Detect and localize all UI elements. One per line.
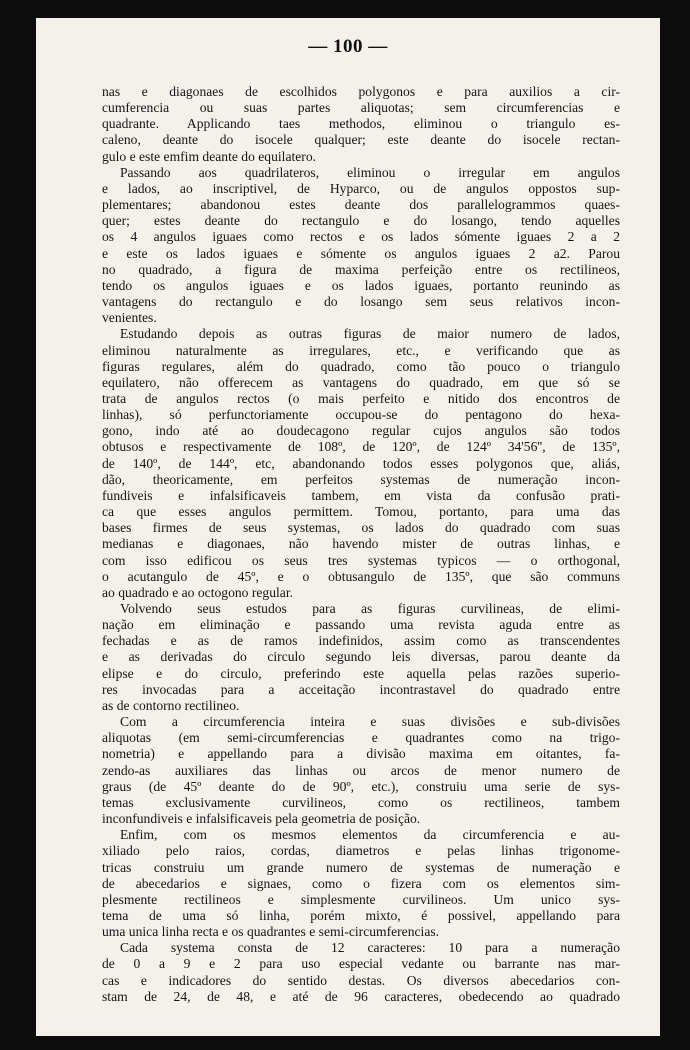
text-line: zendo-as auxiliares das linhas ou arcos de menor numero de	[102, 762, 620, 778]
text-line: e lados, ao inscriptivel, de Hyparco, ou de angulos oppostos sup-	[102, 180, 620, 196]
text-line: linhas), só perfunctoriamente occupou-se do pentagono do hexa-	[102, 407, 620, 423]
text-line: nas e diagonaes de escolhidos polygonos e para auxilios a cir-	[102, 84, 620, 99]
text-line: inconfundiveis e infalsificaveis pela geometria de posição.	[102, 811, 421, 827]
text-line: Com a circumferencia inteira e suas divisões e sub-divisões	[120, 714, 620, 730]
text-line: equilatero, não offerecem as vantagens do quadrado, em que só se	[102, 374, 620, 390]
text-line: xiliado pelo raios, cordas, diametros e pelas linhas trigonome-	[102, 843, 620, 859]
text-line: bases firmes de seus systemas, os lados do quadrado com suas	[102, 520, 620, 536]
page-number: — 100 —	[308, 36, 388, 57]
text-line: stam de 24, de 48, e até de 96 caracteres, obedecendo ao quadrado	[102, 988, 620, 1004]
text-line: ca que esses angulos permittem. Tomou, portanto, para uma das	[102, 504, 620, 520]
text-line: tricas construiu um grande numero de systemas de numeração e	[102, 859, 620, 875]
text-line: cas e indicadores do sentido destas. Os diversos abecedarios con-	[102, 972, 620, 988]
text-line: temas exclusivamente curvilineos, como os rectilineos, tambem	[102, 794, 620, 810]
text-line: nação em eliminação e passando uma revista aguda entre as	[102, 617, 620, 633]
text-line: trata de angulos rectos (o mais perfeito e nitido dos encontros de	[102, 390, 620, 406]
text-line: Enfim, com os mesmos elementos da circumferencia e au-	[120, 827, 620, 843]
text-line: Cada systema consta de 12 caracteres: 10 para a numeração	[120, 940, 620, 956]
text-line: Volvendo seus estudos para as figuras curvilineas, de elimi-	[120, 601, 620, 616]
text-line: tendo os angulos iguaes e os lados iguaes, portanto reunindo as	[102, 277, 620, 293]
text-line: fechadas e as de ramos indefinidos, assim como as transcendentes	[102, 633, 620, 649]
text-line: medianas e diagonaes, não havendo mister de outras linhas, e	[102, 536, 620, 552]
text-line: plementares; abandonou estes deante dos parallelogrammos quaes-	[102, 197, 620, 213]
text-line: cumferencia ou suas partes aliquotas; sem circumferencias e	[102, 100, 620, 116]
text-line: de 0 a 9 e 2 para uso especial vedante ou barrante nas mar-	[102, 956, 620, 972]
text-line: elipse e do circulo, preferindo este aquella pelas razões superio-	[102, 665, 620, 681]
text-line: res invocadas para a acceitação incontrastavel do quadrado entre	[102, 681, 620, 697]
text-line: plesmente rectilineos e simplesmente curvilineos. Um unico sys-	[102, 891, 620, 907]
text-line: uma unica linha recta e os quadrantes e semi-circumferencias.	[102, 924, 440, 940]
text-line: obtusos e respectivamente de 108º, de 120º, de 124º 34'56'', de 135º,	[102, 439, 620, 455]
text-line: as de contorno rectilineo.	[102, 697, 240, 713]
text-line: de 140º, de 144º, etc, abandonando todos esses polygonos que, aliás,	[102, 455, 620, 471]
text-line: dão, theoricamente, em perfeitos systemas de numeração incon-	[102, 471, 620, 487]
text-line: caleno, deante do isocele qualquer; este deante do isocele rectan-	[102, 132, 620, 148]
text-line: quadrante. Applicando taes methodos, eliminou o triangulo es-	[102, 116, 620, 132]
text-line: nometria) e appellando para a divisão maxima em oitantes, fa-	[102, 746, 620, 762]
text-line: tema de uma só linha, porém mixto, é possivel, appellando para	[102, 907, 620, 923]
text-line: no quadrado, a figura de maxima perfeição entre os rectilineos,	[102, 261, 620, 277]
text-line: com isso edificou os seus tres systemas typicos — o orthogonal,	[102, 552, 620, 568]
text-line: ao quadrado e ao octogono regular.	[102, 584, 293, 600]
text-line: eliminou naturalmente as irregulares, etc., e verificando que as	[102, 342, 620, 358]
text-line: e as derivadas do circulo segundo leis diversas, parou deante da	[102, 649, 620, 665]
text-line: Estudando depois as outras figuras de maior numero de lados,	[120, 326, 620, 342]
book-page	[36, 18, 660, 1036]
text-line: vantagens do rectangulo e do losango sem seus relativos incon-	[102, 294, 620, 310]
text-line: gulo e este emfim deante do equilatero.	[102, 148, 317, 164]
body-text	[102, 84, 620, 1005]
text-line: os 4 angulos iguaes como rectos e os lados sómente iguaes 2 a 2	[102, 229, 620, 245]
text-line: e este os lados iguaes e sómente os angulos iguaes 2 a2. Parou	[102, 245, 620, 261]
text-line: quer; estes deante do rectangulo e do losango, tendo aquelles	[102, 213, 620, 229]
text-line: venientes.	[102, 310, 157, 326]
text-line: aliquotas (em semi-circumferencias e quadrantes como na trigo-	[102, 730, 620, 746]
text-line: fundiveis e infalsificaveis tambem, em vista da confusão prati-	[102, 487, 620, 503]
text-line: figuras regulares, além do quadrado, como tão pouco o triangulo	[102, 358, 620, 374]
text-line: o acutangulo de 45º, e o obtusangulo de 135º, que são communs	[102, 568, 620, 584]
text-line: gono, indo até ao doudecagono regular cujos angulos são todos	[102, 423, 620, 439]
text-line: Passando aos quadrilateros, eliminou o irregular em angulos	[120, 164, 620, 180]
text-line: graus (de 45º deante do de 90º, etc.), construiu uma serie de sys-	[102, 778, 620, 794]
text-line: de abecedarios e signaes, como o fizera com os elementos sim-	[102, 875, 620, 891]
